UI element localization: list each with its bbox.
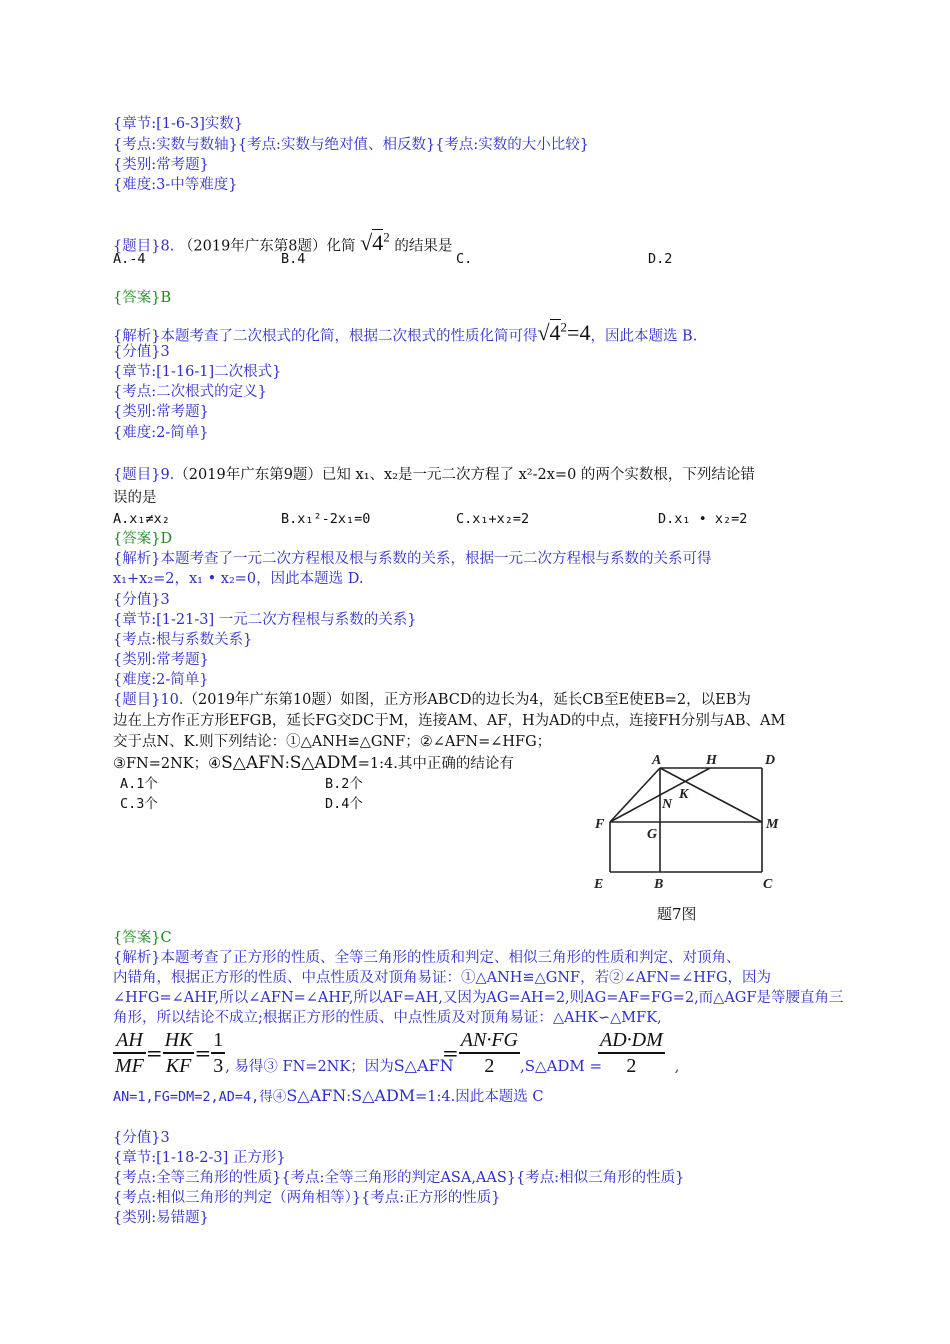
- fraction: $\frac{AD\cdot DM}{2}$: [600, 1029, 663, 1077]
- points-line: {考点:全等三角形的性质}{考点:全等三角形的判定ASA,AAS}{考点:相似三角形的性质}: [113, 1170, 685, 1186]
- option-a: A.-4: [113, 251, 146, 267]
- points-line: {考点:实数与数轴}{考点:实数与绝对值、相反数}{考点:实数的大小比较}: [113, 137, 590, 153]
- geometry-figure: [590, 750, 790, 900]
- label-a: A: [652, 753, 662, 768]
- option-c: C.: [456, 251, 473, 267]
- label-d: D: [765, 753, 776, 768]
- sqrt-expression: $√4^2=4$: [537, 320, 591, 346]
- score-line: {分值}3: [113, 1130, 170, 1146]
- category-line: {类别:常考题}: [113, 652, 209, 668]
- answer-line: {答案}C: [113, 930, 172, 946]
- label-c: C: [763, 877, 773, 892]
- label-f: F: [595, 817, 605, 832]
- score-line: {分值}3: [113, 592, 170, 608]
- chapter-line: {章节:[1-16-1]二次根式}: [113, 364, 282, 380]
- option-b: B.x₁²-2x₁=0: [281, 511, 371, 527]
- option-a: A.x₁≠x₂: [113, 511, 170, 527]
- chapter-line: {章节:[1-21-3] 一元二次方程根与系数的关系}: [113, 612, 417, 628]
- fraction: $\frac{AH}{MF}$: [115, 1029, 144, 1077]
- analysis-line: {解析}本题考查了一元二次方程根及根与系数的关系，根据一元二次方程根与系数的关系可得: [113, 551, 712, 567]
- label-k: K: [679, 787, 689, 802]
- answer-line: {答案}D: [113, 531, 173, 547]
- document-page: {章节:[1-6-3]实数} {考点:实数与数轴}{考点:实数与绝对值、相反数}{考点:实数的大小比较} {类别:常考题} {难度:3-中等难度} {题目}8. （2019年广东第8题）化简 $√4^2$ 的结果是 A.-4 B.4 C. D.2 {答案}B {解析}本题考查了二次根式的化简，根据二次根式的性质化简可得$√4^2=4$，因此本题选 B. {分值}3 {章节:[1-16-1]二次根式} {考点:二次根式的定义} {类别:常考题} {难度:2-简单} {题目}9.（2019年广东第9题）已知 x₁、x₂是一元二次方程了 x²-2x=0 的两个实数根，下列结论错 误的是 A.x₁≠x₂ B.x₁²-2x₁=0 C.x₁+x₂=2 D.x₁ • x₂=2 {答案}D {解析}本题考查了一元二次方程根及根与系数的关系，根据一元二次方程根与系数的关系可得 x₁+x₂=2，x₁ • x₂=0，因此本题选 D. {分值}3 {章节:[1-21-3] 一元二次方程根与系数的关系} {考点:根与系数关系} {类别:常考题} {难度:2-简单} {题目}10.（2019年广东第10题）如图，正方形ABCD的边长为4，延长CB至E使EB=2，以EB为 边在上方作正方形EFGB，延长FG交DC于M，连接AM、AF，H为AD的中点，连接FH分别与AB、AM 交于点N、K.则下列结论：①△ANH≌△GNF；②∠AFN=∠HFG； ③FN=2NK；④S△AFN:S△ADM=1:4.其中正确的结论有 A.1个 B.2个 C.3个 D.4个 A H D N K F G M E B C 题7图 {答案}C {解析}本题考查了正方形的性质、全等三角形的性质和判定、相似三角形的性质和判定、对顶角、 内错角，根据正方形的性质、中点性质及对顶角易证：①△ANH≌△GNF，若②∠AFN=∠HFG，因为 ∠HFG=∠AHF,所以∠AFN=∠AHF,所以AF=AH,又因为AG=AH=2,则AG=AF=FG=2,而△AGF是等腰直角三 角形，所以结论不成立;根据正方形的性质、中点性质及对顶角易证：△AHK∽△MFK, $\frac{AH}{MF}$ = $\frac{HK}{KF}$ = $\frac{1}{3}$ , 易得③ FN=2NK；因为S△AFN = $\frac{AN\cdot FG}{2}$ ,S△ADM = $\frac{AD\cdot DM}{2}$ , AN=1,FG=DM=2,AD=4,得④S△AFN:S△ADM=1:4.因此本题选 C {分值}3 {章节:[1-18-2-3] 正方形} {考点:全等三角形的性质}{考点:全等三角形的判定ASA,AAS}{考点:相似三角形的性质} {考点:相似三角形的判定（两角相等）}{考点:正方形的性质} {类别:易错题}: [113, 116, 844, 1226]
- option-d: D.2: [648, 251, 673, 267]
- question-9: {题目}9.（2019年广东第9题）已知 x₁、x₂是一元二次方程了 x²-2x=0 的两个实数根，下列结论错: [113, 467, 755, 483]
- segment-af: [610, 768, 660, 822]
- segment-am: [660, 768, 762, 822]
- sqrt-expression: $√4^2$: [360, 230, 390, 256]
- point-line: {考点:二次根式的定义}: [113, 384, 267, 400]
- chapter-line: {章节:[1-18-2-3] 正方形}: [113, 1150, 286, 1166]
- figure-caption: 题7图: [657, 905, 697, 923]
- option-d: D.4个: [325, 796, 363, 812]
- fraction: $\frac{AN\cdot FG}{2}$: [460, 1029, 518, 1077]
- label-b: B: [654, 877, 664, 892]
- option-c: C.x₁+x₂=2: [456, 511, 530, 527]
- label-m: M: [766, 817, 779, 832]
- option-b: B.2个: [325, 776, 363, 792]
- fraction: $\frac{HK}{KF}$: [164, 1029, 193, 1077]
- label-e: E: [594, 877, 604, 892]
- option-c: C.3个: [120, 796, 158, 812]
- points-line: {考点:相似三角形的判定（两角相等）}{考点:正方形的性质}: [113, 1190, 501, 1206]
- analysis-line: {解析}本题考查了正方形的性质、全等三角形的性质和判定、相似三角形的性质和判定、对顶角、: [113, 950, 741, 966]
- question-8: {题目}8. （2019年广东第8题）化简 $√4^2$ 的结果是: [113, 230, 453, 256]
- label-g: G: [647, 827, 658, 842]
- analysis-line: {解析}本题考查了二次根式的化简，根据二次根式的性质化简可得$√4^2=4$，因此本题选 B.: [113, 320, 698, 346]
- fraction: $\frac{1}{3}$: [213, 1029, 224, 1077]
- category-line: {类别:常考题}: [113, 157, 209, 173]
- point-line: {考点:根与系数关系}: [113, 632, 253, 648]
- question-10: {题目}10.（2019年广东第10题）如图，正方形ABCD的边长为4，延长CB至E使EB=2，以EB为: [113, 692, 751, 708]
- difficulty-line: {难度:2-简单}: [113, 672, 209, 688]
- category-line: {类别:常考题}: [113, 404, 209, 420]
- label-h: H: [706, 753, 717, 768]
- difficulty-line: {难度:3-中等难度}: [113, 177, 238, 193]
- label-n: N: [662, 797, 673, 812]
- question-tag: {题目}8.: [113, 238, 175, 255]
- option-a: A.1个: [120, 776, 158, 792]
- chapter-line: {章节:[1-6-3]实数}: [113, 116, 244, 132]
- difficulty-line: {难度:2-简单}: [113, 425, 209, 441]
- fraction-equation: $\frac{AH}{MF}$ = $\frac{HK}{KF}$ = $\frac{1}{3}$ , 易得③ FN=2NK；因为S△AFN: [115, 1029, 454, 1077]
- category-line: {类别:易错题}: [113, 1210, 209, 1226]
- option-b: B.4: [281, 251, 306, 267]
- answer-line: {答案}B: [113, 290, 172, 306]
- option-d: D.x₁ • x₂=2: [658, 511, 748, 527]
- score-line: {分值}3: [113, 344, 170, 360]
